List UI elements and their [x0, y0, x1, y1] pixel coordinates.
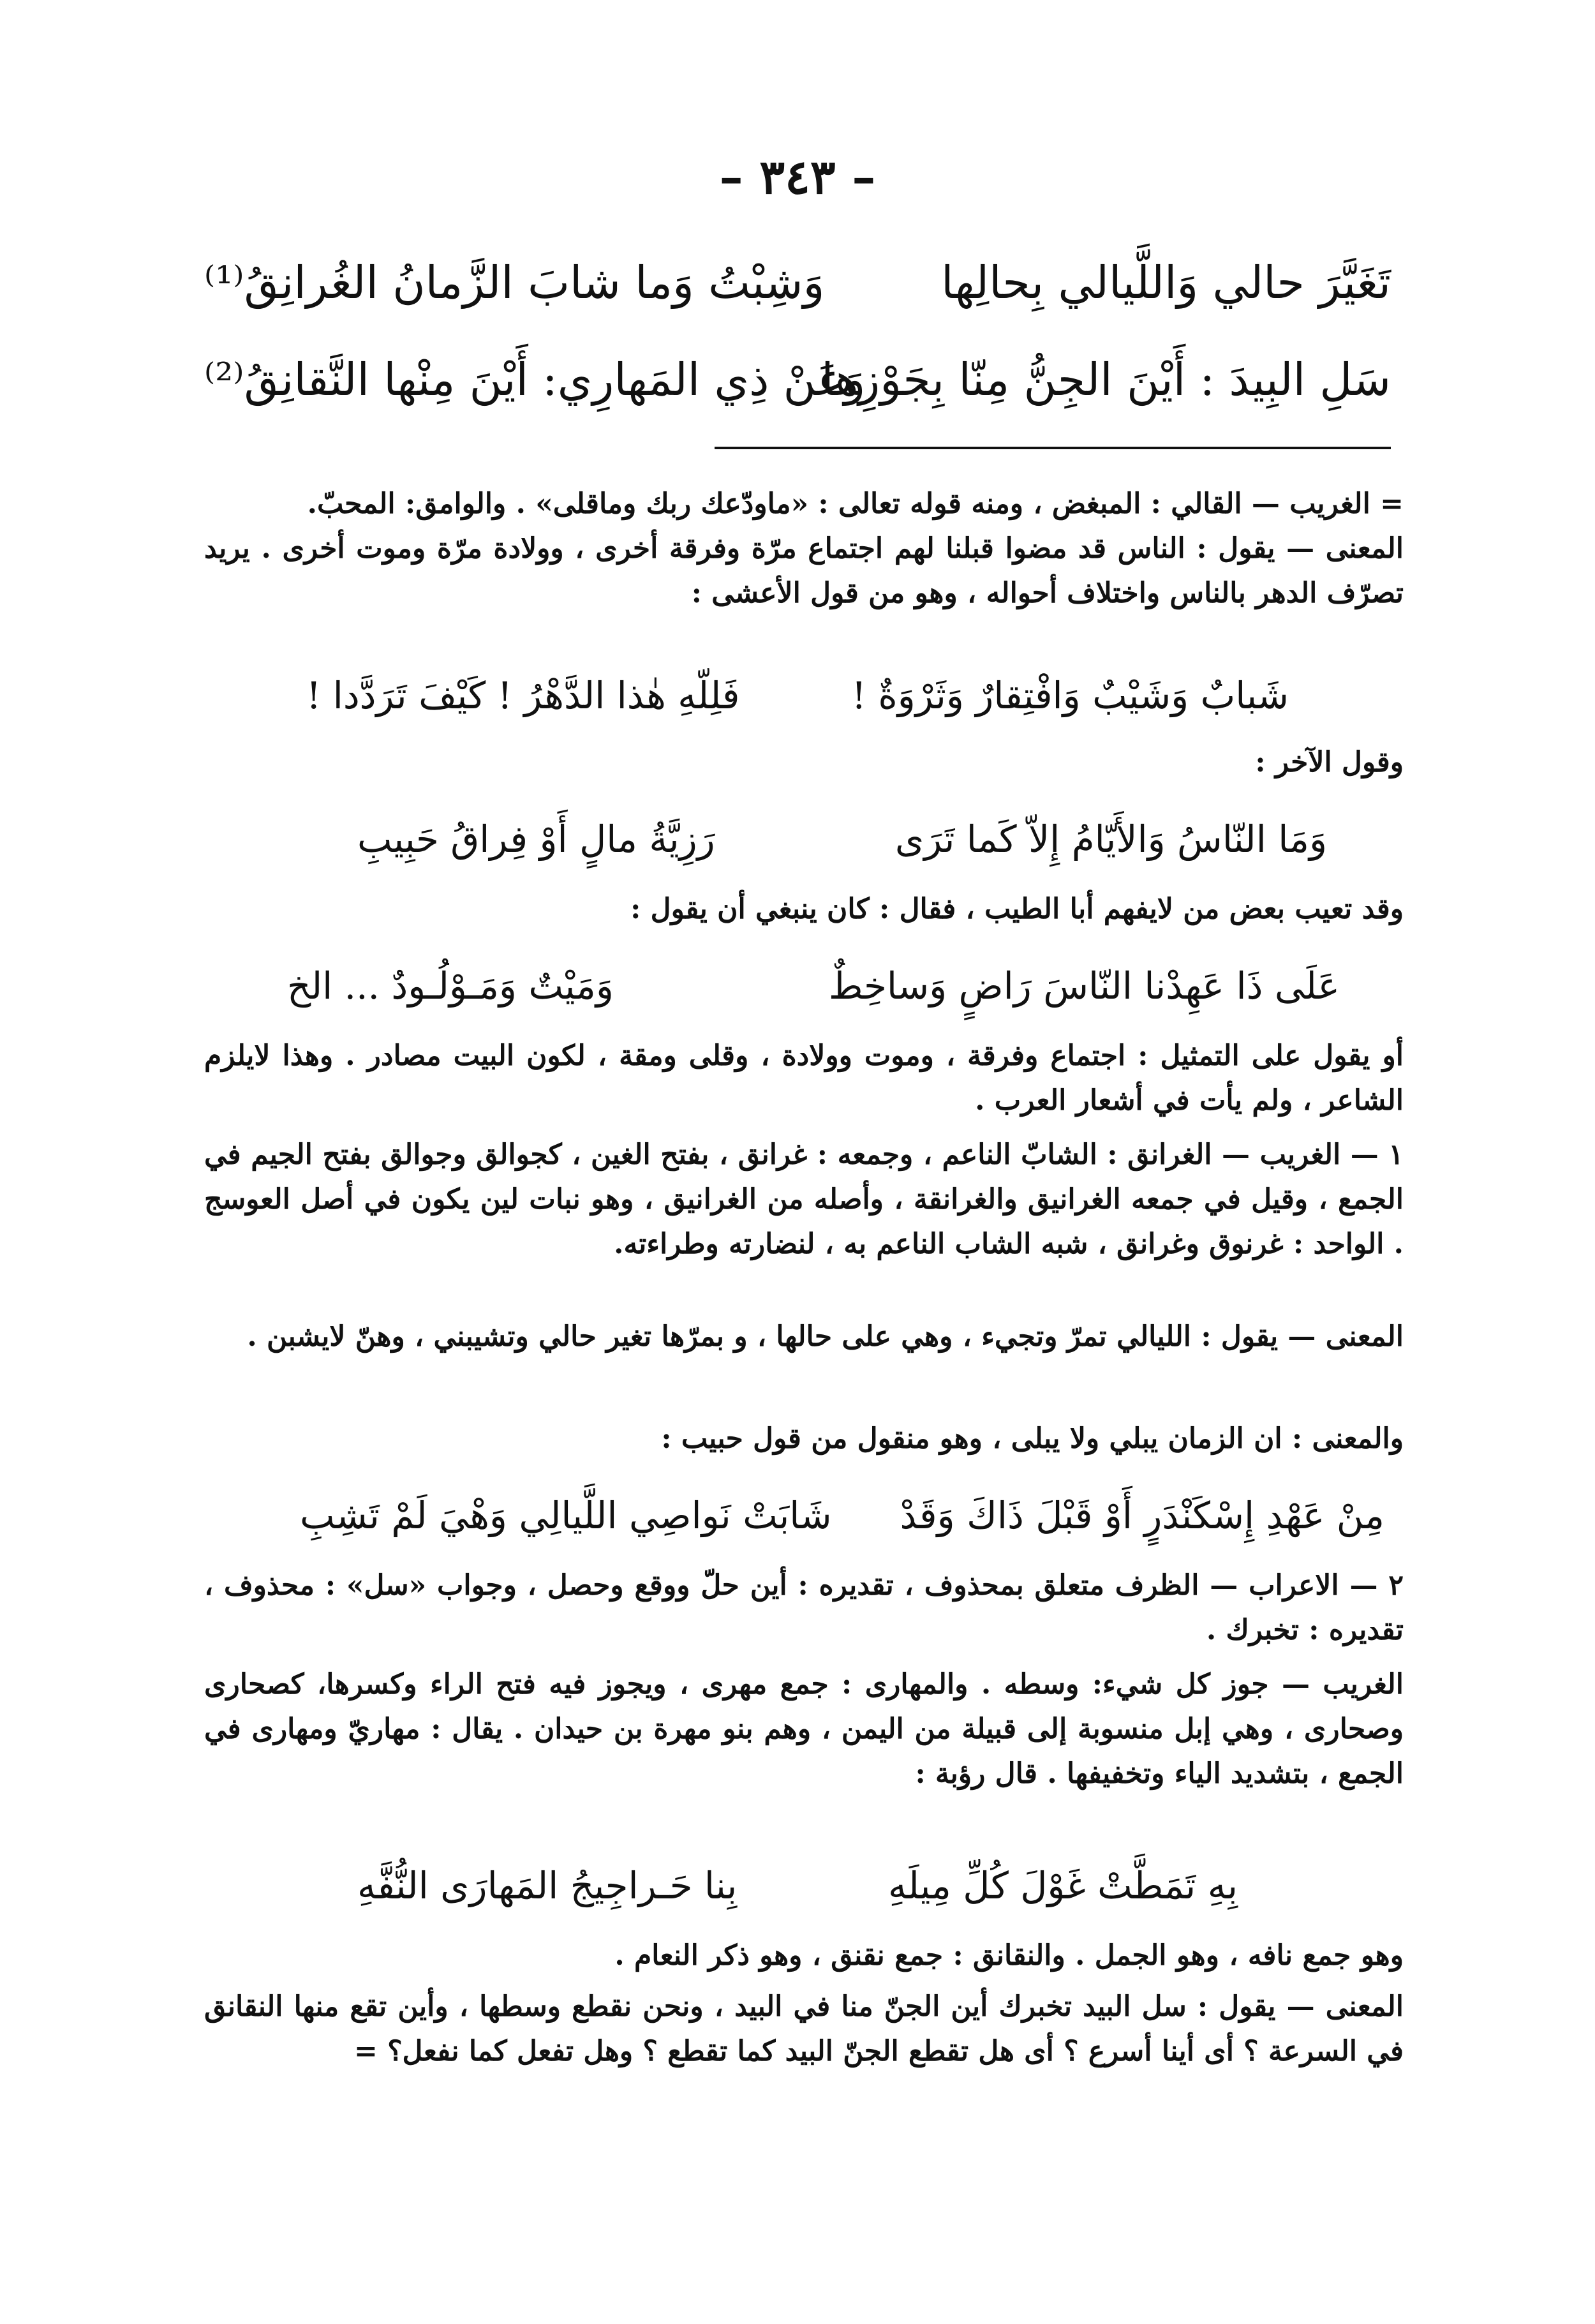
quote-verse-ruba: [357, 1854, 1238, 1918]
note-criticism-intro: وقد تعيب بعض من لايفهم أبا الطيب ، فقال : كان ينبغي أن يقول :: [630, 893, 1404, 925]
page-number: – ٣٤٣ –: [719, 150, 876, 205]
quote-other-second: رَزِيَّةُ مالٍ أَوْ فِراقُ حَبِيبِ: [357, 817, 715, 861]
footnote-separator: [715, 447, 1391, 449]
poem-verse-1: [204, 248, 1391, 318]
quote-suggested-second: وَمَيْتٌ وَمَـوْلُـودٌ ... الخ: [287, 964, 614, 1008]
quote-ruba-first: بِهِ تَمَطَّتْ غَوْلَ كُلِّ مِيلَهِ: [887, 1864, 1238, 1907]
quote-verse-asha: [306, 664, 1289, 727]
footnote-1-gloss: ١ — الغريب — الغرانق : الشابّ الناعم ، وجمعه : غرانق ، بفتح الغين ، كجوالق وجوالق بفتح الجيم في الجمع ، وقيل في جمعه الغرانيق والغرانقة ، وأصله من الغرانيق ، وهو نبات لين يكون في أصل العوسج . الواحد : غرنوق وغرانق ، شبه الشاب الناعم به ، لنضارته وطراءته.: [204, 1138, 1404, 1260]
quote-habib-first: مِنْ عَهْدِ إِسْكَنْدَرٍ أَوْ قَبْلَ ذَاكَ وَقَدْ: [900, 1494, 1384, 1537]
quote-suggested-first: عَلَى ذَا عَهِدْنا النّاسَ رَاضٍ وَساخِطٌ: [828, 964, 1340, 1008]
note-representation: أو يقول على التمثيل : اجتماع وفرقة ، وموت وولادة ، وقلى ومقة ، لكون البيت مصادر . وهذا لايلزم الشاعر ، ولم يأت في أشعار العرب .: [204, 1039, 1404, 1117]
verse-1-second-hemistich: وَشِبْتُ وَما شابَ الزَّمانُ الغُرانِقُ⁽¹⁾: [204, 257, 825, 309]
quote-asha-first: شَبابٌ وَشَيْبٌ وَافْتِقارٌ وَثَرْوَةٌ !: [851, 674, 1289, 717]
quote-asha-second: فَلِلّهِ هٰذا الدَّهْرُ ! كَيْفَ تَرَدَّدا !: [306, 674, 740, 717]
footnote-2-meaning: المعنى — يقول : سل البيد تخبرك أين الجنّ منا في البيد ، ونحن نقطع وسطها ، وأين تقع منها النقانق في السرعة ؟ أى أينا أسرع ؟ أى هل تقطع الجنّ البيد كما تقطع ؟ وهل تفعل كما نفعل؟ =: [204, 1990, 1404, 2067]
quote-habib-second: شَابَتْ نَواصِي اللَّيالِي وَهْيَ لَمْ تَشِبِ: [300, 1494, 832, 1537]
quote-ruba-second: بِنا حَـراجِيجُ المَهارَى النُّفَّهِ: [357, 1864, 738, 1907]
quote-verse-suggested: [287, 954, 1340, 1018]
verse-1-first-hemistich: تَغَيَّرَ حالي وَاللَّيالي بِحالِها: [941, 257, 1391, 309]
note-meaning-1: المعنى — يقول : الناس قد مضوا قبلنا لهم اجتماع مرّة وفرقة أخرى ، وولادة مرّة وموت أخرى . يريد تصرّف الدهر بالناس واختلاف أحواله ، وهو من قول الأعشى :: [204, 532, 1404, 609]
note-gloss-qali: = الغريب — القالي : المبغض ، ومنه قوله تعالى : «ماودّعك ربك وماقلى» . والوامق: المحبّ.: [307, 488, 1404, 520]
poem-verse-2: [204, 345, 1391, 415]
note-other-poet-intro: وقول الآخر :: [1255, 746, 1404, 778]
quote-other-first: وَمَا النّاسُ وَالأَيّامُ إِلاّ كَما تَرَى: [894, 817, 1327, 861]
footnote-2-gloss: الغريب — جوز كل شيء: وسطه . والمهارى : جمع مهرى ، ويجوز فيه فتح الراء وكسرها، كصحارى وصحارى ، وهي إبل منسوبة إلى قبيلة من اليمن ، وهم بنو مهرة بن حيدان . يقال : مهاريّ ومهارى في الجمع ، بتشديد الياء وتخفيفها . قال رؤبة :: [204, 1668, 1404, 1790]
footnote-1-meaning: المعنى — يقول : الليالي تمرّ وتجيء ، وهي على حالها ، و بمرّها تغير حالي وتشيبني ، وهنّ لايشبن .: [247, 1320, 1404, 1353]
footnote-1-meaning-2: والمعنى : ان الزمان يبلي ولا يبلى ، وهو منقول من قول حبيب :: [661, 1422, 1404, 1455]
footnote-2-grammar: ٢ — الاعراب — الظرف متعلق بمحذوف ، تقديره : أين حلّ ووقع وحصل ، وجواب «سل» : محذوف ، تقديره : تخبرك .: [204, 1569, 1404, 1646]
verse-2-second-hemistich: وَعَنْ ذِي المَهارِي: أَيْنَ مِنْها النَّقانِقُ⁽²⁾: [204, 354, 866, 406]
quote-verse-habib: [300, 1484, 1384, 1547]
verse-2-first-hemistich: سَلِ البِيدَ : أَيْنَ الجِنُّ مِنّا بِجَوْزِها: [821, 354, 1391, 406]
quote-verse-other: [357, 807, 1327, 871]
footnote-2-gloss-2: وهو جمع نافه ، وهو الجمل . والنقانق : جمع نقنق ، وهو ذكر النعام .: [614, 1939, 1404, 1972]
